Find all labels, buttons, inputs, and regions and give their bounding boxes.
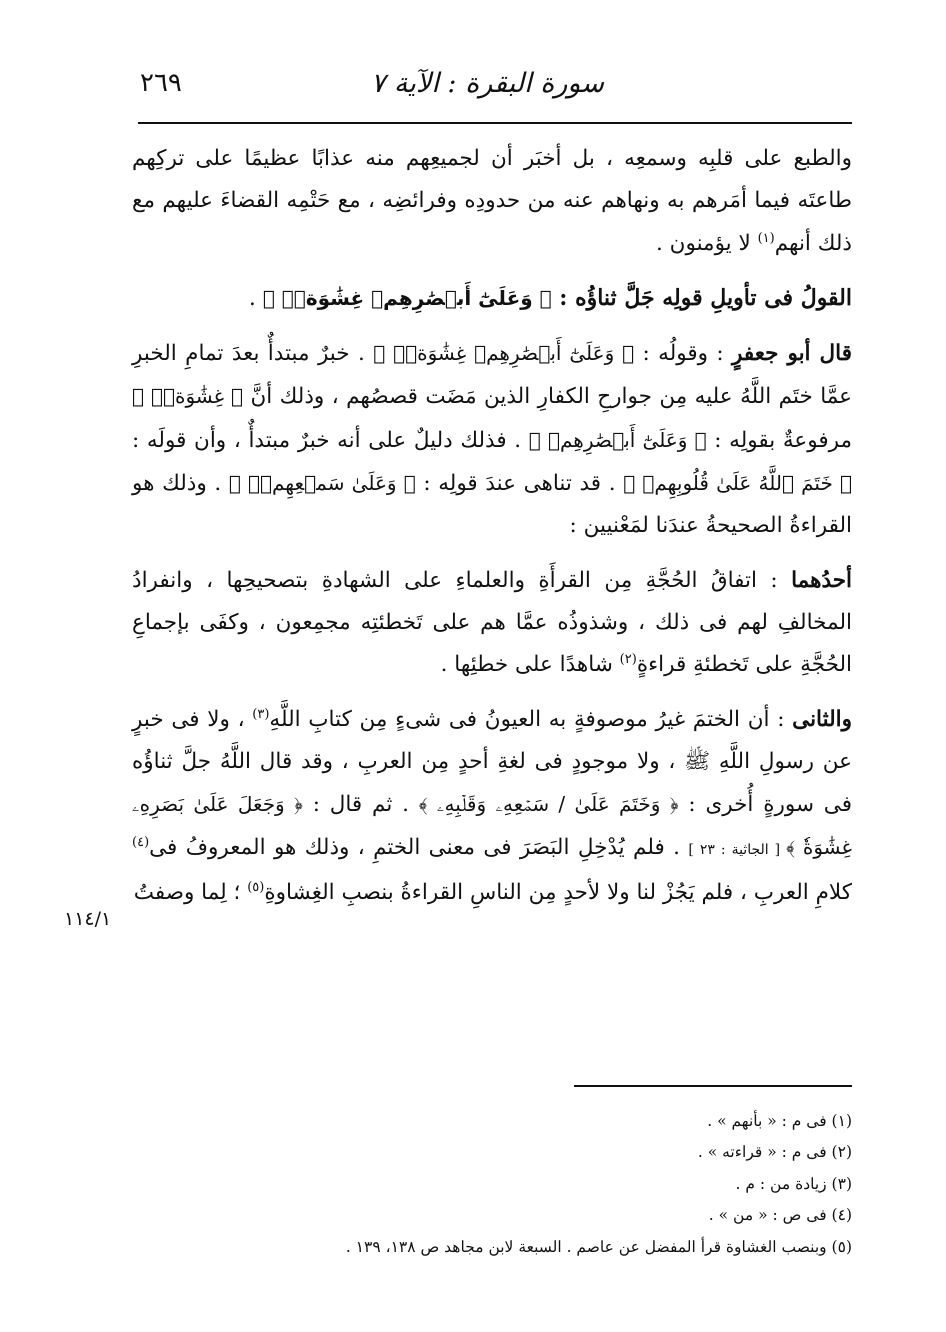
paragraph-text: : اتفاقُ الحُجَّةِ مِن القرأَةِ والعلماءِ على الشهادةِ بتصحيحِها ، وانفرادُ المخالفِ لهم فى ذلك ، وشذوذُه عمَّا هم على تَخطئتِه مجمِعون ، وكفَى بإجماعِ الحُجَّةِ على تَخطئةِ قراءةٍ [132, 567, 852, 678]
quran-verse: ﴿ خَتَمَ ٱللَّهُ عَلَىٰ قُلُوبِهِمۡ ﴾ [623, 471, 852, 496]
paragraph-text: ، ولا فى خبرٍ عن رسولِ اللَّهِ ﷺ ، ولا موجودٍ فى لغةِ أحدٍ مِن العربِ ، وقد قال اللَّهُ جلَّ ثناؤُه فى سورةٍ أُخرى : [132, 706, 852, 818]
footnote-3: (٣) زيادة من : م . [735, 1174, 852, 1193]
paragraph-text: . فذلك دليلٌ على أنه خبرٌ مبتدأٌ ، وأن قولَه : [132, 427, 529, 453]
paragraph-text: : وقولُه : [634, 341, 733, 367]
paragraph-text: شاهدًا على خطئِها . [440, 652, 620, 678]
quran-verse: ﴿ غِشَٰوَةٞۖ ﴾ [132, 384, 244, 409]
paragraph-1 [132, 138, 852, 265]
point-label: والثانى [792, 706, 853, 732]
point-label: أحدُهما [791, 567, 852, 593]
paragraph-text: . ثم قال : [302, 792, 419, 818]
footnote-2: (٢) فى م : « قراءته » . [697, 1143, 852, 1162]
paragraph-3 [132, 560, 852, 687]
footnote-marker: (٤) [132, 835, 150, 851]
paragraph-text: . قد تناهى عندَ قولِه : [415, 471, 624, 497]
page-header [130, 66, 854, 110]
footnote-1: (١) فى م : « بأنهم » . [707, 1112, 852, 1130]
paragraph-text: لا يؤمنون . [656, 230, 758, 256]
page-number: ٢٦٩ [140, 68, 182, 98]
quran-verse: ﴿ وَعَلَىٰٓ أَبۡصَٰرِهِمۡ غِشَٰوَةٞۖ ﴾ [262, 285, 552, 310]
main-text [132, 138, 852, 914]
paragraph-2 [132, 332, 852, 547]
running-title: سورة البقرة : الآية ٧ [370, 68, 604, 99]
paragraph-text: . وذلك هو القراءةُ الصحيحةُ عندَنا لمَعْنيين : [132, 471, 852, 539]
footnote-divider [574, 1085, 852, 1087]
heading-text: القولُ فى تأويلِ قولِه جَلَّ ثناؤُه : [551, 284, 852, 311]
margin-reference: ١١٤/١ [64, 908, 112, 930]
verse-reference: [ الجاثية : ٢٣ ] [688, 842, 787, 859]
paragraph-text: . فلم يُدْخِلِ البَصَرَ فى معنى الختمِ ، وذلك هو المعروفُ فى [149, 835, 689, 861]
footnotes [132, 1106, 852, 1263]
paragraph-text: كلامِ العربِ ، فلم يَجُزْ لنا ولا لأحدٍ مِن الناسِ القراءةُ بنصبِ الغِشاوةِ [264, 879, 852, 905]
footnote-marker: (٣) [252, 706, 270, 722]
heading-end: . [248, 285, 263, 311]
footnote-marker: (١) [757, 230, 775, 246]
quran-verse: ﴿ وَعَلَىٰٓ أَبۡصَٰرِهِمۡ غِشَٰوَةٞۖ ﴾ [373, 341, 635, 366]
paragraph-text: مرفوعةٌ بقولِه : [706, 427, 852, 453]
footnote-marker: (٥) [247, 879, 265, 895]
footnote-marker: (٢) [619, 652, 637, 668]
quran-verse: ﴿ وَخَتَمَ عَلَىٰ / سَمۡعِهِۦ وَقَلۡبِهِۦ ﴾ [418, 792, 679, 817]
speaker-label: قال أبو جعفرٍ [732, 341, 853, 367]
section-heading [132, 277, 852, 320]
paragraph-text: والطبع على قلبِه وسمعِه ، بل أخبَر أن لجميعِهم منه عذابًا عظيمًا على تركِهم طاعتَه فيما أمَرهم به ونهاهم عنه من حدودِه وفرائضِه ، مع حَتْمِه القضاءَ عليهم مع ذلك أنهم [132, 146, 852, 256]
paragraph-text: ؛ لِما وصفتُ [133, 879, 248, 905]
header-divider [138, 122, 852, 124]
paragraph-text: . خبرٌ مبتدأٌ بعدَ تمامِ الخبرِ عمَّا ختَم اللَّهُ عليه مِن جوارحِ الكفارِ الذين مَضَت قصصُهم ، وذلك أنَّ [132, 341, 852, 410]
paragraph-text: : أن الختمَ غيرُ موصوفةٍ به العيونُ فى شىءٍ مِن كتابِ اللَّهِ [269, 706, 793, 732]
footnote-5: (٥) وبنصب الغشاوة قرأ المفضل عن عاصم . السبعة لابن مجاهد ص ١٣٨، ١٣٩ . [345, 1237, 852, 1256]
quran-verse: ﴿ وَعَلَىٰٓ أَبۡصَٰرِهِمۡ ﴾ [528, 427, 707, 452]
quran-verse: ﴿ وَجَعَلَ عَلَىٰ بَصَرِهِۦ غِشَٰوَةٗ ﴾ [132, 792, 852, 860]
paragraph-4 [132, 699, 852, 914]
quran-verse: ﴿ وَعَلَىٰ سَمۡعِهِمۡۖ ﴾ [228, 471, 416, 496]
footnote-4: (٤) فى ص : « من » . [708, 1206, 852, 1225]
